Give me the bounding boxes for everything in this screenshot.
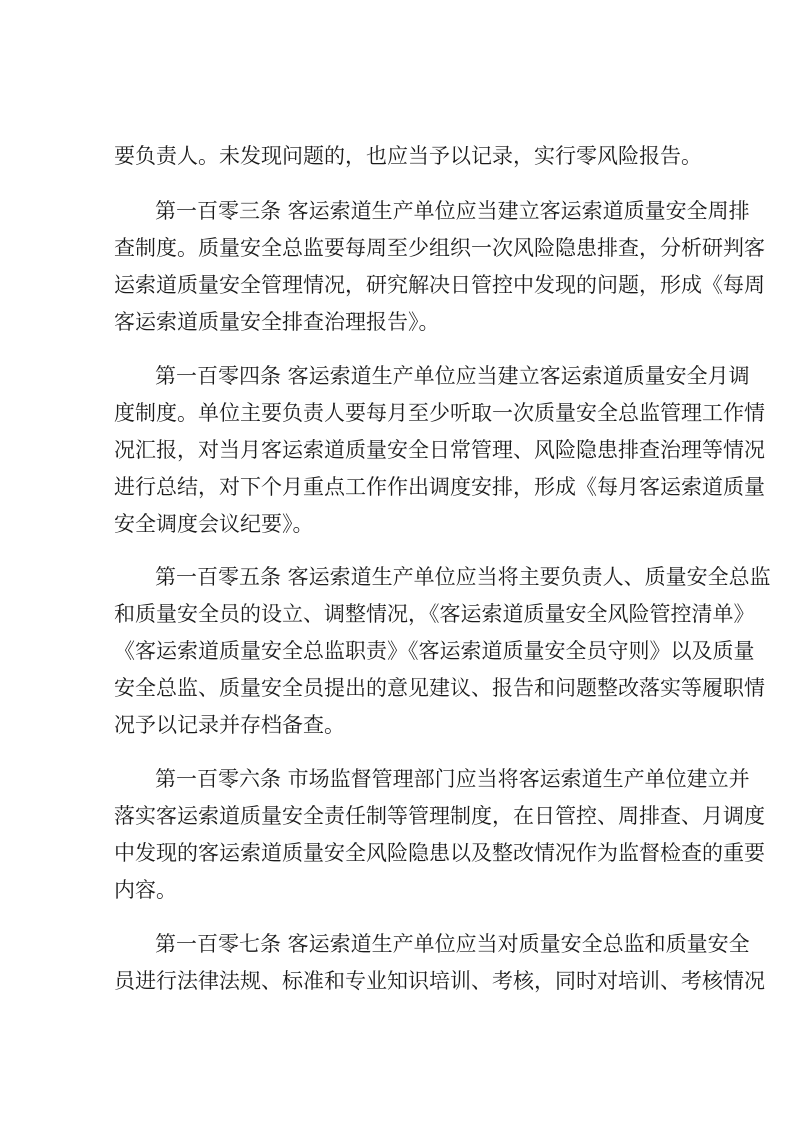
text-line: 客运索道质量安全排查治理报告》。	[114, 310, 440, 334]
text-line: 况汇报，对当月客运索道质量安全日常管理、风险隐患排查治理等情况	[114, 438, 765, 462]
text-line: 运索道质量安全管理情况，研究解决日管控中发现的问题，形成《每周	[114, 273, 765, 297]
text-line: 要负责人。未发现问题的，也应当予以记录，实行零风险报告。	[114, 144, 702, 168]
text-line: 《客运索道质量安全总监职责》《客运索道质量安全员守则》以及质量	[114, 639, 755, 663]
article-105-line: 第一百零五条 客运索道生产单位应当将主要负责人、质量安全总监	[155, 565, 771, 589]
text-line: 中发现的客运索道质量安全风险隐患以及整改情况作为监督检查的重要	[114, 841, 765, 865]
text-line: 安全调度会议纪要》。	[114, 512, 314, 536]
text-line: 进行总结，对下个月重点工作作出调度安排，形成《每月客运索道质量	[114, 475, 765, 499]
text-line: 员进行法律法规、标准和专业知识培训、考核，同时对培训、考核情况	[114, 969, 765, 993]
article-107-line: 第一百零七条 客运索道生产单位应当对质量安全总监和质量安全	[155, 932, 750, 956]
text-line: 和质量安全员的设立、调整情况，《客运索道质量安全风险管控清单》	[114, 602, 755, 626]
text-line: 内容。	[114, 878, 177, 902]
text-line: 安全总监、质量安全员提出的意见建议、报告和问题整改落实等履职情	[114, 676, 765, 700]
article-106-line: 第一百零六条 市场监督管理部门应当将客运索道生产单位建立并	[155, 767, 750, 791]
article-104-line: 第一百零四条 客运索道生产单位应当建立客运索道质量安全月调	[155, 364, 750, 388]
text-line: 况予以记录并存档备查。	[114, 713, 345, 737]
text-line: 查制度。质量安全总监要每周至少组织一次风险隐患排查，分析研判客	[114, 236, 765, 260]
text-line: 度制度。单位主要负责人要每月至少听取一次质量安全总监管理工作情	[114, 401, 765, 425]
text-line: 落实客运索道质量安全责任制等管理制度，在日管控、周排查、月调度	[114, 804, 765, 828]
article-103-line: 第一百零三条 客运索道生产单位应当建立客运索道质量安全周排	[155, 199, 750, 223]
